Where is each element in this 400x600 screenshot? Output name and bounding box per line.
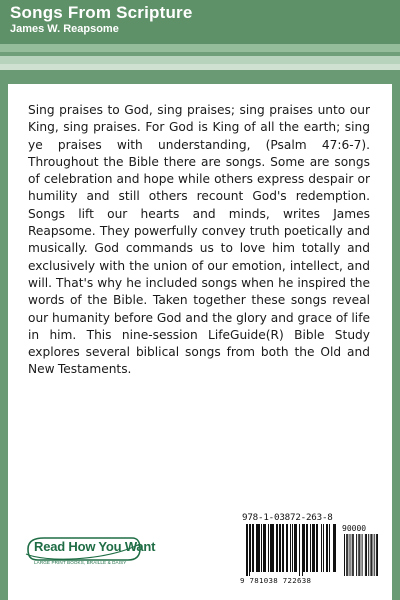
barcode-addon-bar [376,534,377,576]
barcode-bar [312,524,314,572]
book-description: Sing praises to God, sing praises; sing praises unto our King, sing praises. For God is King of all the earth; sing ye praises with understanding, (Psalm 47:6-7). Throughout the Bible there are songs. Some are songs of celebration and hope while others express despair or humility and still others recount God's redemption. Songs lift our hearts and minds, writes James Reapsome. They powerfully convey truth poetically and musically. God commands us to love him totally and exclusively with the union of our emotion, intellect, and will. That's why he included songs when he inspired the words of the Bible. Taken together these songs reveal our humanity before God and the glory and grace of life in him. This nine-session LifeGuide(R) Bible Study explores several biblical songs from both the Old and New Testaments. [28,103,370,377]
barcode-bar [326,524,327,572]
barcode-addon-bar [366,534,367,576]
barcode-bar [250,524,251,572]
content-panel [8,84,392,600]
barcode-addon-bar [350,534,351,576]
barcode-addon-bar [370,534,371,576]
barcode-bar [302,524,303,576]
barcode-digits: 9 781038 722638 [240,576,312,585]
barcode-bar [261,524,262,572]
cover-header [0,0,400,44]
barcode-addon-bar [358,534,359,576]
barcode-addon-bar [372,534,373,576]
barcode-addon-bar [374,534,375,576]
barcode-bar [276,524,278,572]
barcode-addon-bar [356,534,357,576]
barcode-bar [256,524,257,572]
barcode-bar [327,524,328,572]
barcode-bar [263,524,264,572]
barcode-bars [240,524,384,576]
barcode-bar [335,524,336,572]
barcode-bar [287,524,288,572]
barcode-bar [286,524,287,572]
barcode-bar [303,524,304,572]
barcode-addon-bar [362,534,363,576]
barcode-addon-bar [353,534,354,576]
barcode-bar [270,524,272,572]
barcode-bar [273,524,274,572]
isbn-barcode [240,512,384,594]
decorative-stripe [0,44,400,52]
barcode-bar [310,524,311,572]
barcode-addon-bar [365,534,366,576]
barcode-bar [306,524,308,572]
barcode-bar [294,524,296,572]
barcode-addon-bar [352,534,353,576]
barcode-bar [246,524,248,576]
barcode-addon-bar [346,534,347,576]
barcode-addon-bar [359,534,360,576]
barcode-bar [282,524,284,572]
barcode-bar [304,524,305,572]
barcode-addon-bar [377,534,378,576]
barcode-bar [258,524,260,572]
barcode-bar [257,524,258,572]
barcode-bar [321,524,322,572]
barcode-bar [333,524,334,572]
publisher-tagline: LARGE PRINT BOOKS, BRAILLE & DAISY [34,560,127,565]
barcode-bar [292,524,293,572]
barcode-bar [296,524,297,572]
barcode-bar [290,524,291,572]
isbn-number: 978-1-03872-263-8 [242,512,333,523]
barcode-addon-bar [344,534,345,576]
barcode-bar [279,524,280,572]
publisher-logo [24,536,156,570]
decorative-stripe [0,64,400,70]
barcode-price-code: 90000 [342,524,367,533]
barcode-bar [299,524,300,576]
barcode-bar [280,524,281,572]
barcode-bar [268,524,269,572]
decorative-stripe [0,56,400,64]
barcode-bar [316,524,317,572]
book-title: Songs From Scripture [10,3,193,22]
barcode-bar [314,524,315,572]
barcode-bar [272,524,273,572]
book-author: James W. Reapsome [10,23,119,35]
barcode-bar [317,524,318,572]
barcode-bar [329,524,330,572]
barcode-bar [323,524,324,572]
barcode-addon-bar [368,534,369,576]
barcode-addon-bar [347,534,348,576]
barcode-bar [334,524,335,572]
publisher-name: Read How You Want [34,539,156,554]
barcode-bar [249,524,250,576]
barcode-bar [264,524,266,572]
barcode-bar [252,524,254,572]
